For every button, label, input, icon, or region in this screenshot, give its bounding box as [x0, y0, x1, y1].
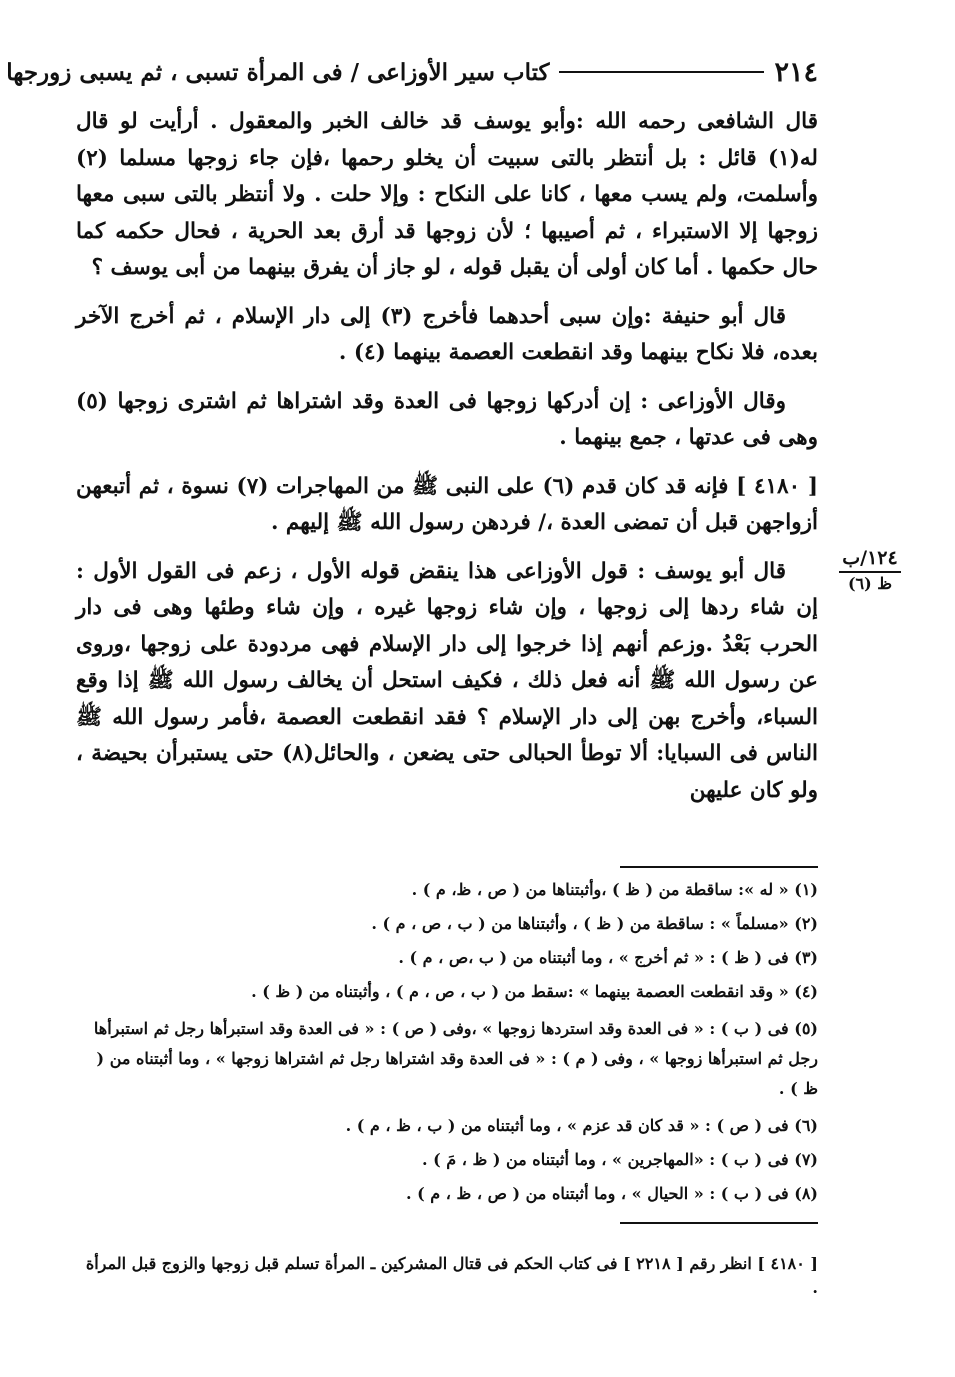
footnote-2: (٢) «مسلماً » : ساقطة من ( ظ ) ، وأثبتناها من ( ب ، ص ، م ) . [371, 914, 818, 933]
footnote-5: (٥) فى ( ب ) : « فى العدة وقد استردها زوجها » ،وفى ( ص ) : « فى العدة وقد استبرأها رجل ثم استبرأها رجل ثم استبرأها زوجها » ، وفى ( م ) : « فى العدة وقد اشتراها رجل ثم اشتراها زوجها » ، وما أثبتناه من ( ظ ) . [93, 1019, 818, 1098]
paragraph-shafii: قال الشافعى رحمه الله :وأبو يوسف قد خالف الخبر والمعقول . أرأيت لو قال له(١) قائل : بل أنتظر بالتى سبيت أن يخلو رحمها ،فإن جاء زوجها مسلما (٢) وأسلمت، ولم يسب معها ، كانا على النكاح : وإلا حلت . ولا أنتظر بالتى سبى معها زوجها إلا الاستبراء ، ثم أصيبها ؛ لأن زوجها قد أرق بعد الحرية ، فحال حكمه كما حال حكمها . أما كان أولى أن يقبل قوله ، لو جاز أن يفرق بينهما من أبى يوسف ؟ [76, 109, 818, 280]
paragraph-awzai: وقال الأوزاعى : إن أدركها زوجها فى العدة وقد اشتراها ثم اشترى زوجها (٥) وهى فى عدتها ، جمع بينهما . [76, 388, 818, 450]
page-number: ٢١٤ [774, 56, 818, 88]
footnote-7: (٧) فى ( ب ) : «المهاجرين » ، وما أثبتناه من ( ظ ، مَ ) . [421, 1150, 818, 1169]
footnote-4: (٤) « وقد انقطعت العصمة بينهما » :سقط من ( ب ، ص ، م ) ، وأثبتناه من ( ظ ) . [251, 982, 818, 1001]
margin-note [835, 546, 905, 594]
running-title: كتاب سير الأوزاعى / فى المرأة تسبى ، ثم يسبى زورجها [6, 58, 550, 86]
footnote-8: (٨) فى ( ب ) : « الحيال » ، وما أثبتناه من ( ص ، ظ ، م ) . [405, 1184, 818, 1203]
reference-rule [620, 1222, 818, 1224]
page-header [6, 50, 818, 94]
paragraph-abu-yusuf: قال أبو يوسف : قول الأوزاعى هذا ينقض قوله الأول ، زعم فى القول الأول : إن شاء ردها إلى زوجها ، وإن شاء زوجها غيره ، وإن شاء وطئها وهى فى دار الحرب بَعْدُ .وزعم أنهم إذا خرجوا إلى دار الإسلام فهى مردودة على زوجها ،وروى عن رسول الله ﷺ أنه فعل ذلك ، فكيف استحل أن يخالف رسول الله ﷺ إذا وقع السباء، وأخرج بهن إلى دار الإسلام ؟ فقد انقطعت العصمة ،فأمر رسول الله ﷺ الناس فى السبايا: ألا توطأ الحبالى حتى يضعن ، والحائل(٨) حتى يستبرأن بحيضة ، ولو كان عليهن [76, 558, 818, 803]
footnote-1: (١) « له »: ساقطة من ( ظ ) ،وأثبتناها من ( ص ، ظ، م ) . [411, 880, 818, 899]
footnotes [80, 878, 818, 1216]
footnote-6: (٦) فى ( ص ) : « قد كان قد عزم » ، وما أثبتناه من ( ب ، ظ ، م ) . [345, 1116, 818, 1135]
margin-note-manuscript: ظ (٦) [847, 574, 893, 593]
paragraph-hadith-4180: [ ٤١٨٠ ] فإنه قد كان قدم (٦) على النبى ﷺ من المهاجرات (٧) نسوة ، ثم أتبعهن أزواجهن قبل أن تمضى العدة ،/ فردهن رسول الله ﷺ إليهم . [76, 473, 818, 535]
paragraph-abu-hanifa: قال أبو حنيفة :وإن سبى أحدهما فأخرج (٣) إلى دار الإسلام ، ثم أخرج الآخر بعده، فلا نكاح بينهما وقد انقطعت العصمة بينهما (٤) . [76, 303, 818, 365]
footnote-3: (٣) فى ( ظ ) : « ثم أخرج » ، وما أثبتناه من ( ب ،ص ، م ) . [398, 948, 818, 967]
footnote-rule [620, 866, 818, 868]
header-rule [559, 71, 764, 73]
margin-note-rule [839, 571, 901, 573]
main-text [76, 104, 818, 821]
reference-note: [ ٤١٨٠ ] انظر رقم [ ٢٢١٨ ] فى كتاب الحكم فى قتال المشركين ـ المرأة تسلم قبل زوجها والزوج قبل المرأة . [85, 1254, 818, 1297]
margin-note-folio: ١٢٤/ب [842, 547, 898, 569]
